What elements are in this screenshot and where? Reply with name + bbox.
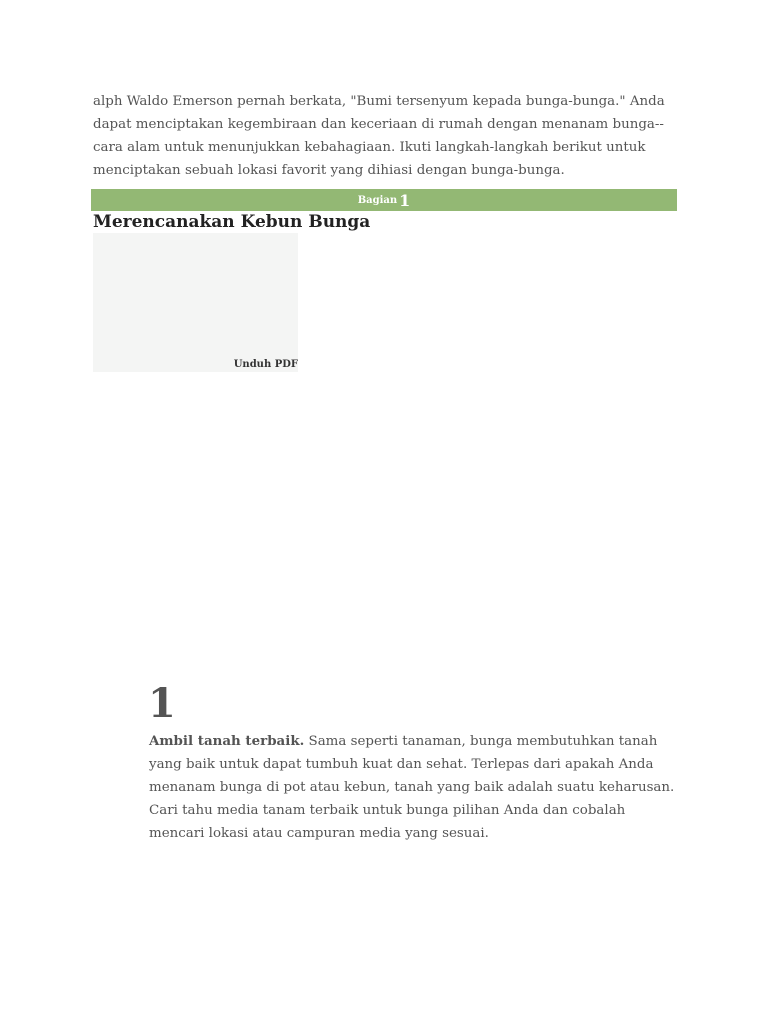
section-number: 1	[399, 190, 411, 210]
intro-paragraph: alph Waldo Emerson pernah berkata, "Bumi tersenyum kepada bunga-bunga." Anda dapat menciptakan kegembiraan dan keceriaan di rumah dengan menanam bunga--cara alam untuk menunjukkan kebahagiaan. Ikuti langkah-langkah berikut untuk menciptakan sebuah lokasi favorit yang dihiasi dengan bunga-bunga.	[93, 94, 665, 178]
section-label: Bagian	[357, 194, 398, 206]
download-pdf-link[interactable]: Unduh PDF	[233, 359, 298, 370]
step-body: Sama seperti tanaman, bunga membutuhkan tanah yang baik untuk dapat tumbuh kuat dan sehat. Terlepas dari apakah Anda menanam bunga di pot atau kebun, tanah yang baik adalah suatu keharusan. Cari tahu media tanam terbaik untuk bunga pilihan Anda dan cobalah mencari lokasi atau campuran media yang sesuai.	[149, 734, 675, 841]
section-title: Merencanakan Kebun Bunga	[93, 212, 371, 232]
section-header-bar	[91, 189, 677, 211]
step-number: 1	[148, 680, 176, 727]
step-description	[149, 730, 679, 845]
pdf-download-panel	[93, 233, 298, 372]
step-heading: Ambil tanah terbaik.	[149, 733, 305, 749]
